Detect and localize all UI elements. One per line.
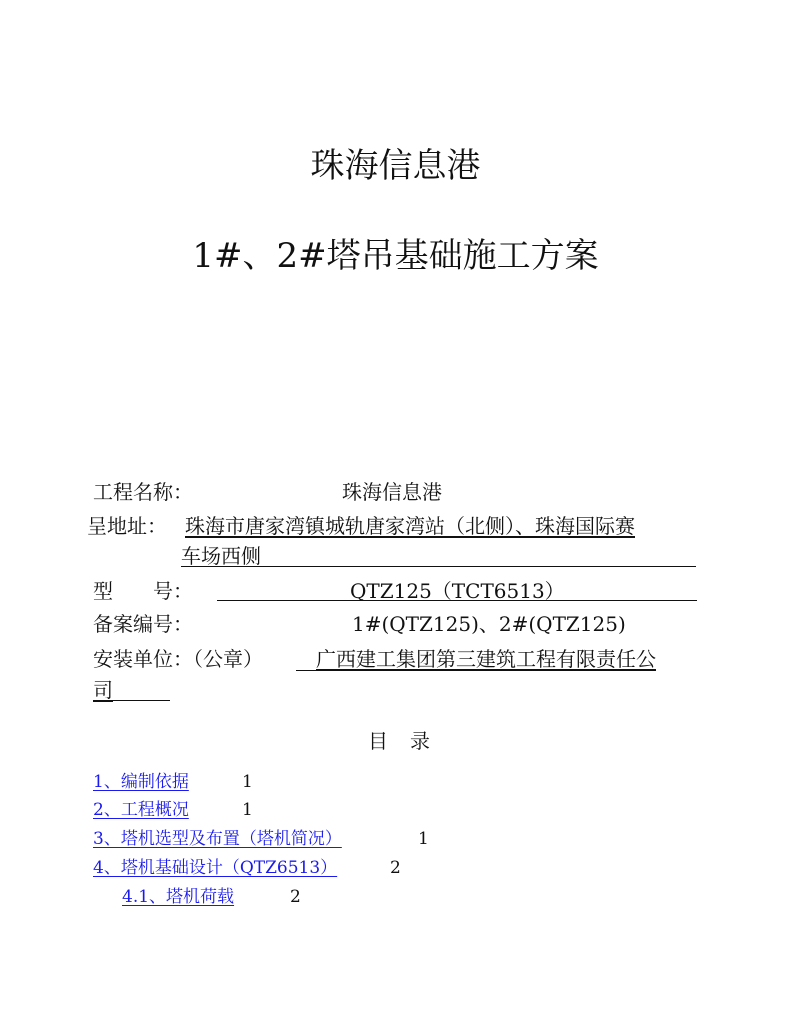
toc-item (93, 827, 342, 851)
toc-page-1: 1 (242, 772, 253, 792)
project-name-label: 工程名称： (93, 480, 193, 504)
toc-page-3: 1 (418, 829, 429, 849)
toc-link-1[interactable]: 1、编制依据 (93, 772, 189, 792)
toc-item (93, 798, 189, 822)
address-underline (181, 566, 696, 567)
toc-link-4[interactable]: 4、塔机基础设计（QTZ6513） (93, 858, 338, 878)
toc-link-5[interactable]: 4.1、塔机荷载 (122, 887, 235, 907)
toc-page-2: 1 (242, 800, 253, 820)
document-title: 珠海信息港 (310, 146, 481, 186)
document-subtitle: 1#、2#塔吊基础施工方案 (192, 236, 599, 276)
record-no-value: 1#(QTZ125)、2#(QTZ125) (352, 612, 626, 636)
toc-item (93, 856, 337, 880)
toc-link-2[interactable]: 2、工程概况 (93, 800, 189, 820)
address-label: 呈地址： (87, 514, 167, 538)
model-value: QTZ125（TCT6513） (350, 579, 565, 603)
toc-page-4: 2 (390, 858, 401, 878)
toc-item (122, 885, 234, 909)
model-label: 型 号： (93, 579, 193, 603)
toc-page-5: 2 (290, 887, 301, 907)
installer-trailing-underline (113, 700, 170, 701)
installer-label: 安装单位：（公章） (93, 647, 263, 671)
toc-link-3[interactable]: 3、塔机选型及布置（塔机简况） (93, 829, 342, 849)
project-name-value: 珠海信息港 (342, 480, 442, 504)
installer-leading-underline (296, 670, 316, 671)
address-value-line2: 车场西侧 (181, 544, 261, 568)
toc-heading: 目录 (368, 729, 452, 753)
address-value-line1: 珠海市唐家湾镇城轨唐家湾站（北侧）、珠海国际赛 (185, 514, 635, 538)
installer-value-line1: 广西建工集团第三建筑工程有限责任公 (316, 647, 656, 671)
installer-value-line2: 司 (93, 678, 113, 702)
toc-item (93, 770, 189, 794)
record-no-label: 备案编号： (93, 612, 193, 636)
model-underline (217, 600, 697, 601)
